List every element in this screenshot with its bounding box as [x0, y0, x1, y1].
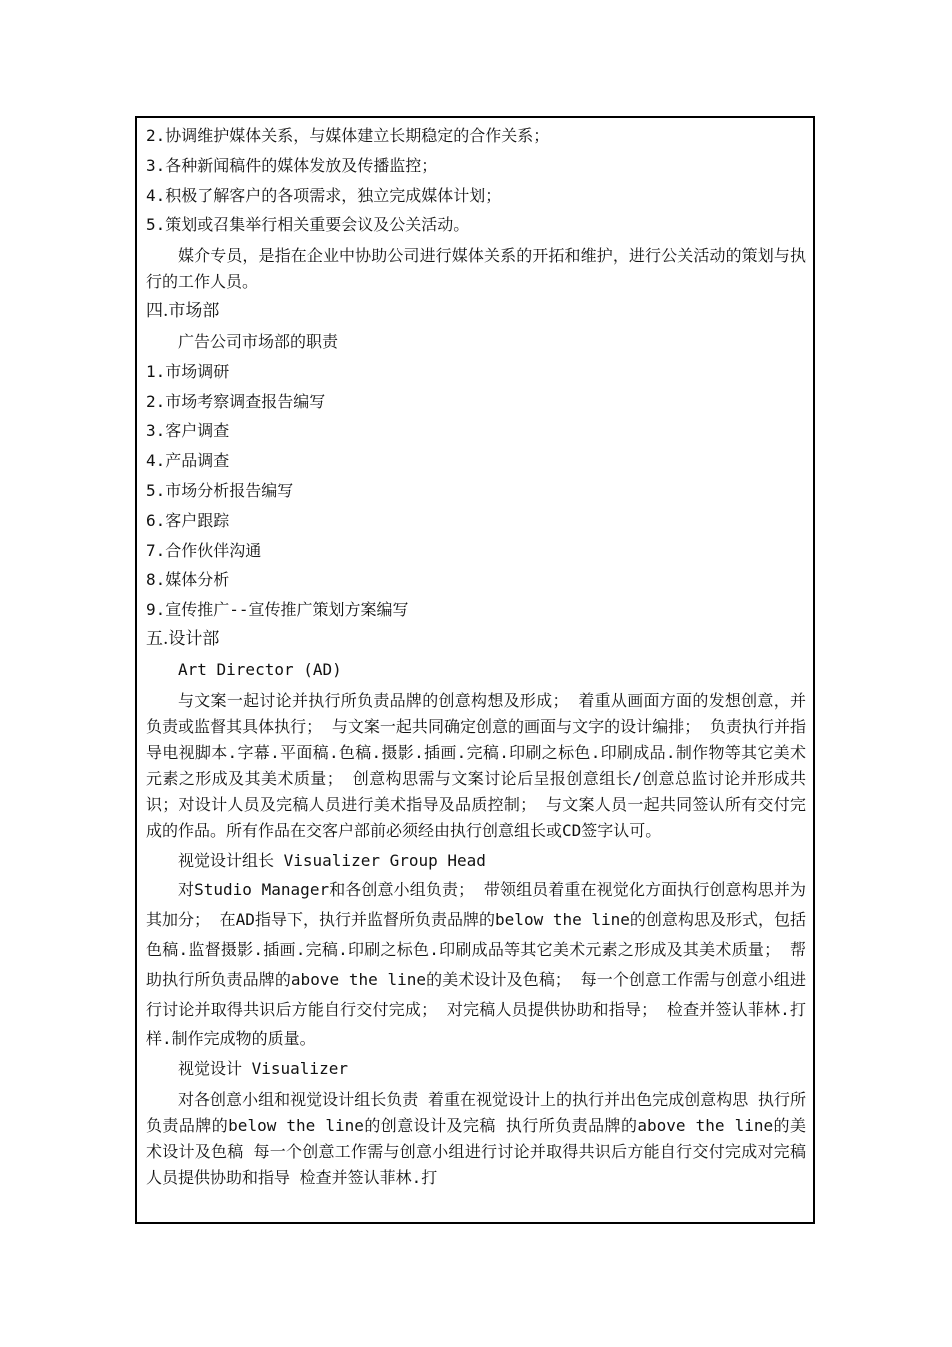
list-item: 1.市场调研: [146, 361, 230, 381]
role-title-ad: Art Director (AD): [178, 659, 342, 679]
market-intro: 广告公司市场部的职责: [178, 331, 339, 351]
vgh-paragraph: 对Studio Manager和各创意小组负责； 带领组员着重在视觉化方面执行创意构思并为其加分； 在AD指导下，执行并监督所负责品牌的below the line的创意构思及形式，包括色稿.监督摄影.插画.完稿.印刷之标色.印刷成品等其它美术元素之形成及其美术质量； 帮助执行所负责品牌的above the line的美术设计及色稿； 每一个创意工作需与创意小组进行讨论并取得共识后方能自行交付完成； 对完稿人员提供协助和指导； 检查并签认菲林.打样.制作完成物的质量。: [146, 880, 806, 1049]
ad-paragraph: 与文案一起讨论并执行所负责品牌的创意构想及形成； 着重从画面方面的发想创意，并负责或监督其具体执行； 与文案一起共同确定创意的画面与文字的设计编排； 负责执行并指导电视脚本.字幕.平面稿.色稿.摄影.插画.完稿.印刷之标色.印刷成品.制作物等其它美术元素之形成及其美术质量； 创意构思需与文案讨论后呈报创意组长/创意总监讨论并形成共识；对设计人员及完稿人员进行美术指导及品质控制； 与文案人员一起共同签认所有交付完成的作品。所有作品在交客户部前必须经由执行创意组长或CD签字认可。: [146, 690, 806, 840]
list-item: 4.积极了解客户的各项需求，独立完成媒体计划；: [146, 185, 502, 205]
list-item: 8.媒体分析: [146, 570, 230, 590]
section-heading-design: 五.设计部: [146, 628, 220, 649]
list-item: 2.市场考察调查报告编写: [146, 391, 326, 411]
visualizer-paragraph: 对各创意小组和视觉设计组长负责 着重在视觉设计上的执行并出色完成创意构思 执行所负责品牌的below the line的创意设计及完稿 执行所负责品牌的above the line的美术设计及色稿 每一个创意工作需与创意小组进行讨论并取得共识后方能自行交付完成对完稿人员提供协助和指导 检查并签认菲林.打: [146, 1089, 806, 1187]
list-item: 5.市场分析报告编写: [146, 480, 294, 500]
content-frame: [135, 116, 815, 1224]
list-item: 4.产品调查: [146, 451, 230, 471]
list-item: 5.策划或召集举行相关重要会议及公关活动。: [146, 215, 470, 235]
list-item: 9.宣传推广--宣传推广策划方案编写: [146, 600, 409, 620]
role-title-visualizer: 视觉设计 Visualizer: [178, 1059, 348, 1079]
section-heading-market: 四.市场部: [146, 301, 220, 322]
media-specialist-paragraph: 媒介专员，是指在企业中协助公司进行媒体关系的开拓和维护，进行公关活动的策划与执行的工作人员。: [146, 246, 806, 292]
role-title-vgh: 视觉设计组长 Visualizer Group Head: [178, 850, 486, 870]
list-item: 2.协调维护媒体关系，与媒体建立长期稳定的合作关系；: [146, 126, 550, 145]
list-item: 3.客户调查: [146, 421, 230, 441]
list-item: 3.各种新闻稿件的媒体发放及传播监控；: [146, 155, 438, 175]
list-item: 6.客户跟踪: [146, 510, 230, 530]
list-item: 7.合作伙伴沟通: [146, 540, 262, 560]
